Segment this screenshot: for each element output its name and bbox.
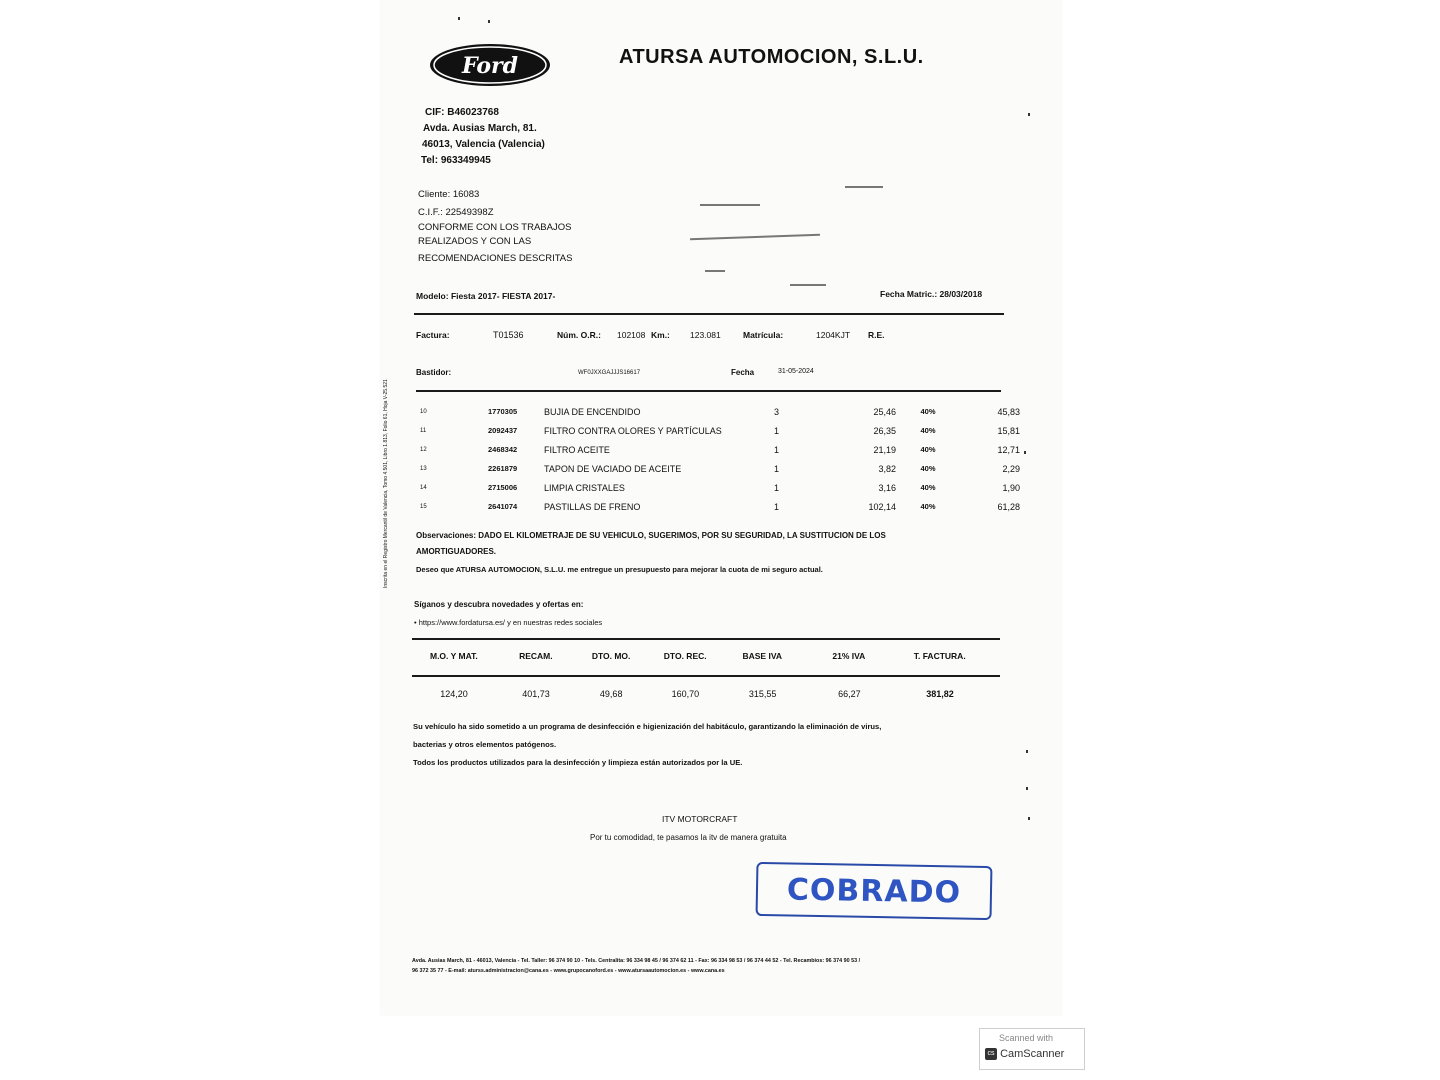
registry-side-text: Inscrita en el Registro Mercantil de Valencia, Tomo 4.501, Libro 1.813, Folio 61, Hoja V-25.521 (383, 379, 389, 588)
totals-value: 49,68 (599, 689, 623, 699)
divider (414, 313, 1004, 315)
company-address-1: Avda. Ausias March, 81. (423, 123, 537, 134)
company-name: ATURSA AUTOMOCION, S.L.U. (619, 46, 924, 68)
line-description: LIMPIA CRISTALES (544, 482, 625, 493)
line-number: 15 (420, 503, 427, 510)
line-items-table (418, 402, 1020, 516)
line-item-row (418, 440, 1020, 459)
line-description: FILTRO ACEITE (544, 444, 610, 455)
line-price: 3,82 (878, 463, 896, 474)
line-qty: 3 (774, 406, 780, 417)
line-total: 2,29 (1002, 463, 1020, 474)
line-price: 26,35 (873, 425, 896, 436)
line-total: 12,71 (997, 444, 1020, 455)
totals-header: T. FACTURA. (913, 651, 966, 661)
paid-stamp (756, 862, 993, 920)
totals-values-table (412, 688, 982, 700)
line-ref: 2092437 (488, 426, 518, 435)
totals-header: DTO. MO. (591, 651, 631, 661)
line-price: 21,19 (873, 444, 896, 455)
line-discount: 40% (920, 464, 936, 473)
scan-mark (1026, 750, 1028, 753)
vehicle-model: Modelo: Fiesta 2017- FIESTA 2017- (416, 291, 556, 301)
totals-header-row (412, 650, 982, 662)
line-qty: 1 (774, 444, 780, 455)
social-link[interactable]: • https://www.fordatursa.es/ y en nuestras redes sociales (414, 618, 603, 627)
scan-mark (1026, 787, 1028, 790)
line-ref: 2715006 (488, 483, 518, 492)
line-ref: 2261879 (488, 464, 518, 473)
totals-header: BASE IVA (742, 651, 783, 661)
line-number: 13 (420, 465, 427, 472)
camscanner-line-1: Scanned with (999, 1033, 1054, 1043)
disinfection-line-1: Su vehículo ha sido sometido a un programa de desinfección e higienización del habitáculo, garantizando la eliminación de virus, (413, 722, 882, 731)
divider (412, 675, 1000, 677)
re-label: R.E. (868, 330, 885, 340)
line-number: 10 (420, 408, 427, 415)
disinfection-line-2: bacterias y otros elementos patógenos. (413, 740, 557, 749)
camscanner-badge (979, 1028, 1085, 1070)
scan-mark (1028, 817, 1030, 820)
line-item-row (418, 478, 1020, 497)
date-label: Fecha (731, 368, 755, 377)
footer-line-2: 96 372 35 77 - E-mail: aturss.administracion@cana.es - www.grupocanoford.es - www.atursaautomocion.es - www.cana.es (412, 968, 725, 974)
totals-header: DTO. REC. (663, 651, 707, 661)
totals-value: 160,70 (671, 689, 700, 699)
totals-value: 401,73 (522, 689, 550, 699)
line-qty: 1 (774, 463, 780, 474)
disinfection-line-3: Todos los productos utilizados para la desinfección y limpieza están autorizados por la UE. (413, 758, 743, 767)
observations-line-1: Observaciones: DADO EL KILOMETRAJE DE SU VEHICULO, SUGERIMOS, POR SU SEGURIDAD, LA SUSTITUCION DE LOS (416, 531, 886, 540)
line-discount: 40% (920, 426, 936, 435)
invoice-number: T01536 (493, 330, 524, 340)
observations-line-2: AMORTIGUADORES. (416, 547, 496, 556)
observations-line-3: Deseo que ATURSA AUTOMOCION, S.L.U. me entregue un presupuesto para mejorar la cuota de mi seguro actual. (416, 565, 823, 574)
line-total: 15,81 (997, 425, 1020, 436)
scan-mark (458, 17, 460, 20)
client-number: Cliente: 16083 (418, 189, 480, 200)
km-value: 123.081 (690, 330, 721, 340)
camscanner-icon: cs (985, 1048, 997, 1060)
line-item-row (418, 402, 1020, 421)
totals-header: RECAM. (519, 651, 553, 661)
totals-value: 124,20 (440, 689, 468, 699)
company-address-2: 46013, Valencia (Valencia) (422, 139, 545, 150)
camscanner-line-2: CamScanner (1000, 1048, 1065, 1060)
conformity-line-2: REALIZADOS Y CON LAS (418, 236, 532, 247)
itv-text: Por tu comodidad, te pasamos la itv de manera gratuita (590, 833, 787, 842)
line-discount: 40% (920, 407, 936, 416)
redaction-mark (700, 204, 760, 206)
line-number: 12 (420, 446, 427, 453)
order-label: Núm. O.R.: (557, 330, 601, 340)
km-label: Km.: (651, 330, 670, 340)
line-total: 1,90 (1002, 482, 1020, 493)
line-total: 45,83 (997, 406, 1020, 417)
totals-table (412, 650, 982, 662)
totals-header: M.O. Y MAT. (429, 651, 478, 661)
vin-label: Bastidor: (416, 368, 452, 377)
ford-logo (428, 42, 552, 88)
company-cif: CIF: B46023768 (425, 107, 499, 118)
line-price: 102,14 (868, 501, 896, 512)
conformity-line-3: RECOMENDACIONES DESCRITAS (418, 253, 573, 264)
social-heading: Síganos y descubra novedades y ofertas en: (414, 600, 584, 609)
line-ref: 2641074 (488, 502, 518, 511)
line-number: 11 (420, 427, 427, 434)
line-description: BUJIA DE ENCENDIDO (544, 406, 641, 417)
invoice-total: 381,82 (926, 689, 954, 699)
plate-label: Matrícula: (743, 330, 784, 340)
line-ref: 2468342 (488, 445, 518, 454)
line-price: 3,16 (878, 482, 896, 493)
scan-mark (1028, 113, 1030, 116)
line-item-row (418, 459, 1020, 478)
line-total: 61,28 (997, 501, 1020, 512)
conformity-line-1: CONFORME CON LOS TRABAJOS (418, 222, 572, 233)
line-discount: 40% (920, 483, 936, 492)
totals-header: 21% IVA (832, 651, 866, 661)
line-qty: 1 (774, 482, 780, 493)
camscanner-logo-row (985, 1048, 1064, 1060)
invoice-label: Factura: (416, 330, 450, 340)
invoice-date: 31-05-2024 (778, 368, 814, 375)
plate-value: 1204KJT (816, 330, 851, 340)
scan-mark (488, 20, 490, 23)
line-qty: 1 (774, 501, 780, 512)
redaction-mark (790, 284, 826, 286)
registration-date: Fecha Matric.: 28/03/2018 (880, 289, 983, 299)
company-tel: Tel: 963349945 (421, 155, 491, 166)
vin-value: WF0JXXGAJJJS16617 (578, 370, 641, 376)
totals-value: 315,55 (748, 689, 777, 699)
line-ref: 1770305 (488, 407, 518, 416)
line-description: TAPON DE VACIADO DE ACEITE (544, 463, 682, 474)
client-cif: C.I.F.: 22549398Z (418, 207, 494, 218)
divider (412, 638, 1000, 640)
line-description: PASTILLAS DE FRENO (544, 501, 641, 512)
paid-stamp-text: COBRADO (786, 871, 962, 911)
scan-mark (1024, 451, 1026, 454)
line-number: 14 (420, 484, 427, 491)
order-number: 102108 (617, 330, 646, 340)
line-discount: 40% (920, 502, 936, 511)
line-discount: 40% (920, 445, 936, 454)
line-item-row (418, 421, 1020, 440)
line-price: 25,46 (873, 406, 896, 417)
line-description: FILTRO CONTRA OLORES Y PARTÍCULAS (544, 425, 722, 436)
line-item-row (418, 497, 1020, 516)
line-qty: 1 (774, 425, 780, 436)
redaction-mark (845, 186, 883, 188)
itv-title: ITV MOTORCRAFT (662, 814, 738, 824)
totals-value-row (412, 688, 982, 700)
ford-logo-text: Ford (461, 53, 519, 79)
redaction-mark (705, 270, 725, 272)
divider (416, 390, 1001, 392)
footer-line-1: Avda. Ausias March, 81 - 46013, Valencia - Tel. Taller: 96 374 90 10 - Tels. Centralita: 96 334 98 45 / 96 374 62 11 - Fax: 96 334 98 53 / 96 374 44 52 - Tel. Recambios: 96 374 90 53 / (412, 958, 861, 964)
totals-value: 66,27 (838, 689, 861, 699)
